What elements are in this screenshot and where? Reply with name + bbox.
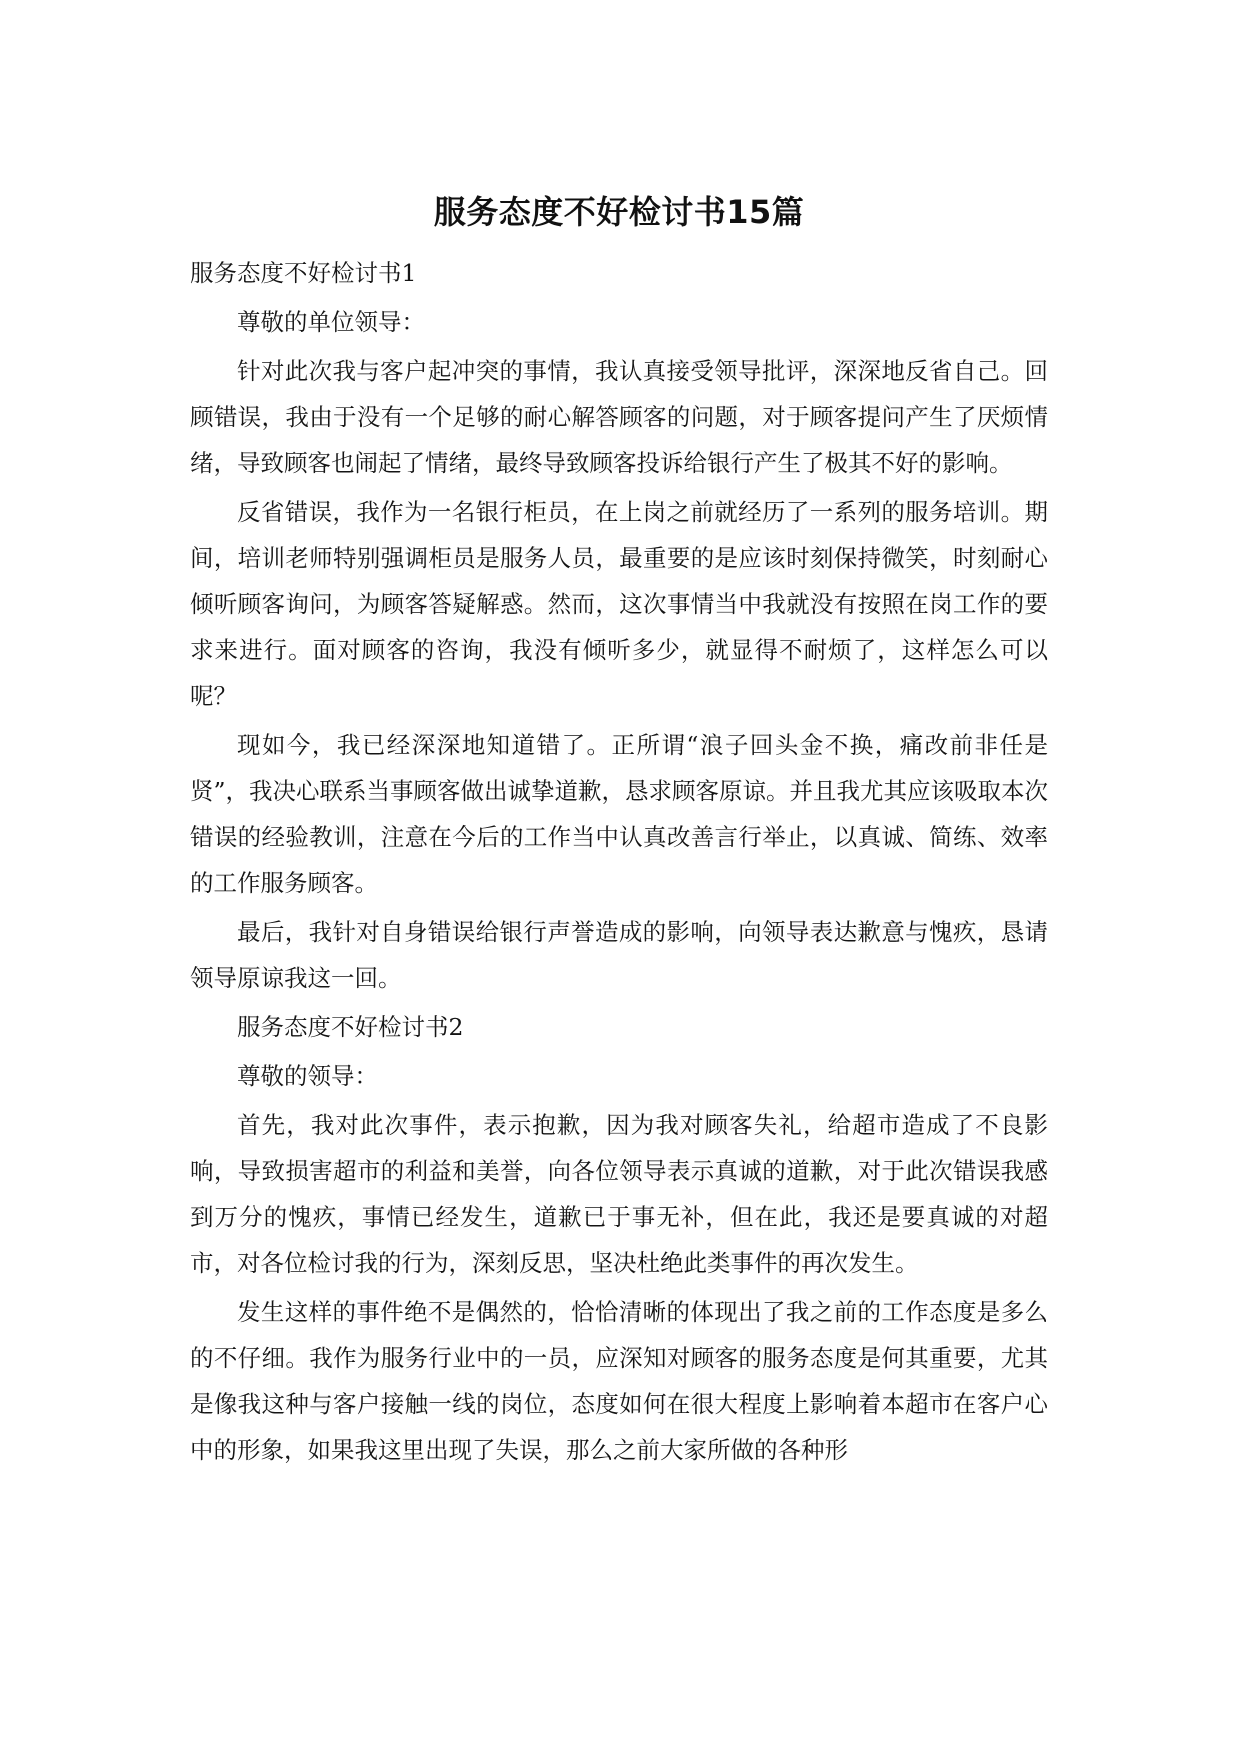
section-heading-1: 服务态度不好检讨书1 <box>190 259 417 287</box>
body-paragraph: 首先，我对此次事件，表示抱歉，因为我对顾客失礼，给超市造成了不良影响，导致损害超市的利益和美誉，向各位领导表示真诚的道歉，对于此次错误我感到万分的愧疚，事情已经发生，道歉已于事无补，但在此，我还是要真诚的对超市，对各位检讨我的行为，深刻反思，坚决杜绝此类事件的再次发生。 <box>190 1111 1048 1277</box>
body-paragraph: 发生这样的事件绝不是偶然的，恰恰清晰的体现出了我之前的工作态度是多么的不仔细。我作为服务行业中的一员，应深知对顾客的服务态度是何其重要，尤其是像我这种与客户接触一线的岗位，态度如何在很大程度上影响着本超市在客户心中的形象，如果我这里出现了失误，那么之前大家所做的各种形 <box>190 1298 1048 1464</box>
document-title: 服务态度不好检讨书15篇 <box>433 193 805 231</box>
salutation-2: 尊敬的领导： <box>237 1062 378 1090</box>
body-paragraph: 现如今，我已经深深地知道错了。正所谓“浪子回头金不换，痛改前非任是贤”，我决心联系当事顾客做出诚挚道歉，恳求顾客原谅。并且我尤其应该吸取本次错误的经验教训，注意在今后的工作当中认真改善言行举止，以真诚、简练、效率的工作服务顾客。 <box>190 731 1049 897</box>
section-heading-2: 服务态度不好检讨书2 <box>237 1013 464 1041</box>
body-paragraph: 针对此次我与客户起冲突的事情，我认真接受领导批评，深深地反省自己。回顾错误，我由于没有一个足够的耐心解答顾客的问题，对于顾客提问产生了厌烦情绪，导致顾客也闹起了情绪，最终导致顾客投诉给银行产生了极其不好的影响。 <box>190 357 1048 477</box>
body-paragraph: 反省错误，我作为一名银行柜员，在上岗之前就经历了一系列的服务培训。期间，培训老师特别强调柜员是服务人员，最重要的是应该时刻保持微笑，时刻耐心倾听顾客询问，为顾客答疑解惑。然而，这次事情当中我就没有按照在岗工作的要求来进行。面对顾客的咨询，我没有倾听多少，就显得不耐烦了，这样怎么可以呢？ <box>190 498 1048 710</box>
salutation-1: 尊敬的单位领导： <box>237 308 425 336</box>
body-paragraph: 最后，我针对自身错误给银行声誉造成的影响，向领导表达歉意与愧疚，恳请领导原谅我这一回。 <box>190 918 1048 992</box>
document-body <box>190 188 1048 1476</box>
